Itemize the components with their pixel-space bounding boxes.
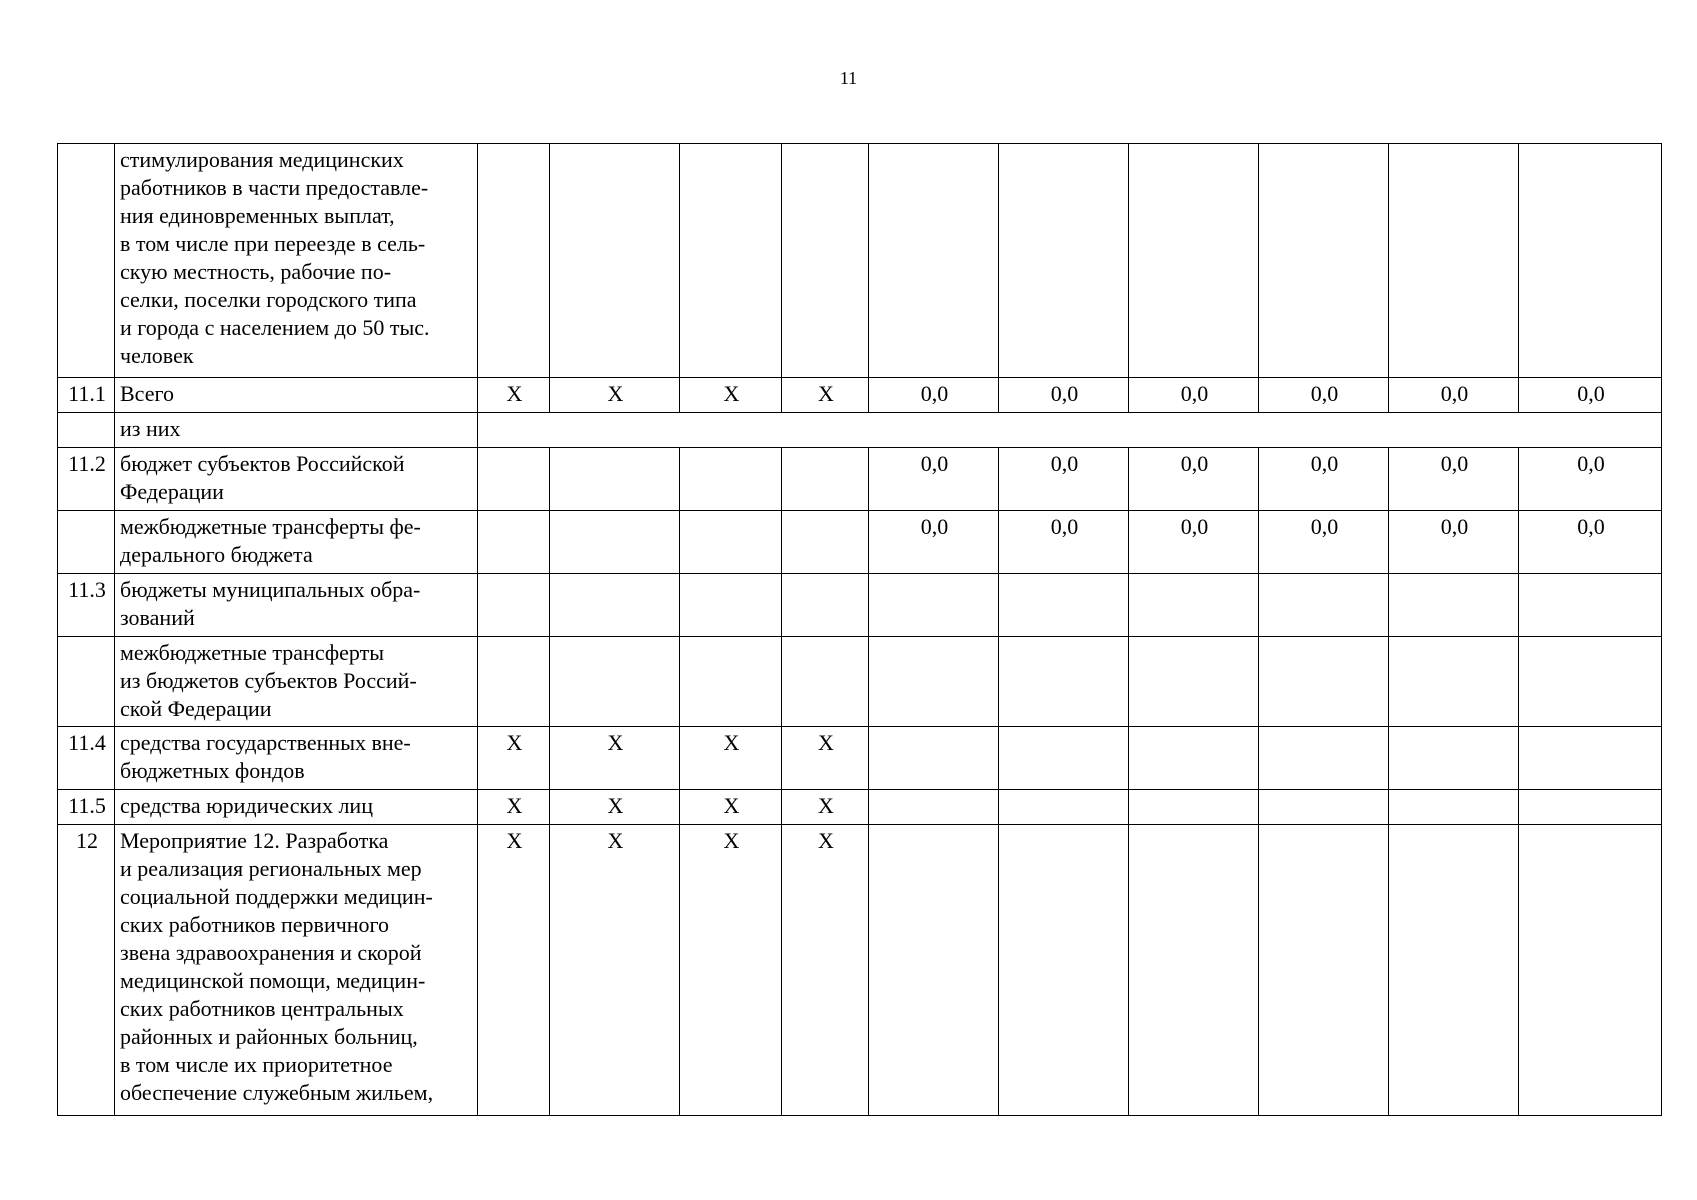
value-cell: X [550,790,680,825]
value-cell: 0,0 [999,378,1129,413]
value-cell [1389,825,1519,1116]
value-cell [782,511,869,574]
row-description: средства юридических лиц [115,790,478,825]
value-cell [782,448,869,511]
value-cell [1129,574,1259,637]
value-cell [1519,144,1662,378]
value-cell: 0,0 [1129,448,1259,511]
value-cell [782,574,869,637]
value-cell: X [782,825,869,1116]
value-cell [550,574,680,637]
value-cell: 0,0 [1519,448,1662,511]
budget-table [57,143,1662,1116]
row-number: 11.3 [58,574,115,637]
value-cell [1259,637,1389,727]
row-description: из них [115,413,478,448]
value-cell [478,637,550,727]
value-cell: 0,0 [869,511,999,574]
value-cell: X [782,378,869,413]
value-cell: 0,0 [1259,378,1389,413]
value-cell [680,511,782,574]
row-description: бюджет субъектов Российской Федерации [115,448,478,511]
table-row [58,574,1662,637]
row-description: стимулирования медицинских работников в части предоставле- ния единовременных выплат, в том числе при переезде в сель- скую местность, рабочие по- селки, поселки городского типа и города с населением до 50 тыс. человек [115,144,478,378]
row-number: 11.1 [58,378,115,413]
value-cell [1389,727,1519,790]
value-cell: 0,0 [1389,448,1519,511]
value-cell [1389,637,1519,727]
value-cell: 0,0 [869,378,999,413]
value-cell [1129,825,1259,1116]
row-description: бюджеты муниципальных обра- зований [115,574,478,637]
row-number: 12 [58,825,115,1116]
row-number: 11.2 [58,448,115,511]
value-cell: X [680,727,782,790]
value-cell: 0,0 [1389,378,1519,413]
value-cell: 0,0 [999,511,1129,574]
row-number: 11.4 [58,727,115,790]
value-cell [1129,637,1259,727]
value-cell: X [478,727,550,790]
table-row [58,144,1662,378]
value-cell: 0,0 [869,448,999,511]
value-cell [550,448,680,511]
value-cell [869,574,999,637]
value-cell [680,637,782,727]
value-cell [1519,825,1662,1116]
value-cell [1259,790,1389,825]
table-row [58,413,1662,448]
value-cell [478,574,550,637]
row-description: межбюджетные трансферты из бюджетов субъектов Россий- ской Федерации [115,637,478,727]
row-description: Всего [115,378,478,413]
table-row [58,727,1662,790]
value-cell [1519,574,1662,637]
row-number [58,637,115,727]
value-cell [869,637,999,727]
value-cell [869,790,999,825]
value-cell [550,511,680,574]
row-number: 11.5 [58,790,115,825]
value-cell: 0,0 [999,448,1129,511]
row-number [58,413,115,448]
value-cell [680,448,782,511]
value-cell [869,727,999,790]
value-cell [782,144,869,378]
table-row [58,637,1662,727]
value-cell: X [680,378,782,413]
row-number [58,144,115,378]
value-cell [1259,574,1389,637]
value-cell: X [550,727,680,790]
value-cell: 0,0 [1259,511,1389,574]
value-cell [999,825,1129,1116]
value-cell [1129,144,1259,378]
row-description: межбюджетные трансферты фе- дерального бюджета [115,511,478,574]
value-cell [999,727,1129,790]
page-number: 11 [839,68,858,88]
value-cell: X [478,378,550,413]
value-cell [1389,144,1519,378]
value-cell: X [782,790,869,825]
merged-cell [478,413,1662,448]
value-cell [1389,574,1519,637]
table-row [58,790,1662,825]
table-row [58,448,1662,511]
value-cell: X [550,378,680,413]
row-description: Мероприятие 12. Разработка и реализация региональных мер социальной поддержки медицин- ских работников первичного звена здравоохранения и скорой медицинской помощи, медицин- ских работников центральных районных и районных больниц, в том числе их приоритетное обеспечение служебным жильем, [115,825,478,1116]
value-cell: X [478,790,550,825]
value-cell [550,144,680,378]
value-cell: 0,0 [1129,511,1259,574]
value-cell: X [550,825,680,1116]
value-cell: X [680,790,782,825]
value-cell [1129,790,1259,825]
value-cell: 0,0 [1519,511,1662,574]
value-cell: 0,0 [1519,378,1662,413]
value-cell [1519,727,1662,790]
value-cell [999,144,1129,378]
value-cell [550,637,680,727]
value-cell [680,144,782,378]
table-row [58,378,1662,413]
value-cell [782,637,869,727]
value-cell: X [478,825,550,1116]
table-row [58,825,1662,1116]
value-cell [1389,790,1519,825]
value-cell [1259,144,1389,378]
value-cell [999,574,1129,637]
row-number [58,511,115,574]
value-cell [680,574,782,637]
table-row [58,511,1662,574]
value-cell [869,144,999,378]
value-cell: 0,0 [1129,378,1259,413]
value-cell [1519,637,1662,727]
value-cell [478,511,550,574]
value-cell [1129,727,1259,790]
value-cell [478,144,550,378]
value-cell [999,637,1129,727]
value-cell [1519,790,1662,825]
row-description: средства государственных вне- бюджетных фондов [115,727,478,790]
value-cell: X [782,727,869,790]
value-cell [1259,727,1389,790]
value-cell: 0,0 [1259,448,1389,511]
value-cell [478,448,550,511]
value-cell [1259,825,1389,1116]
value-cell: 0,0 [1389,511,1519,574]
value-cell [999,790,1129,825]
value-cell: X [680,825,782,1116]
value-cell [869,825,999,1116]
